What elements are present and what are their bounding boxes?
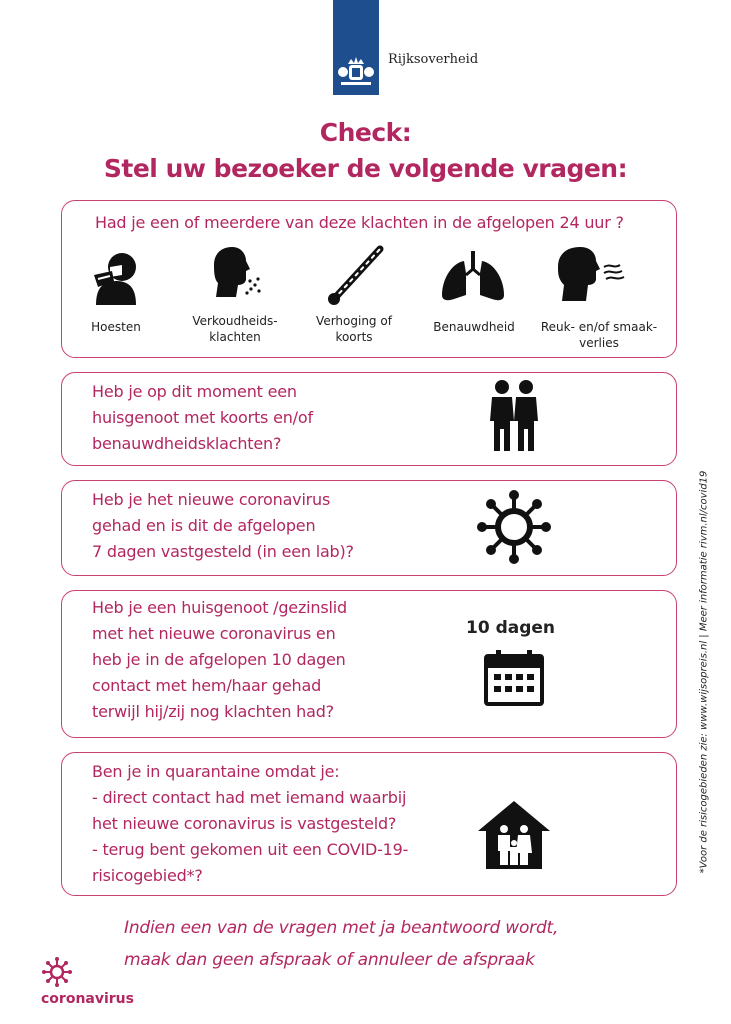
question-line: risicogebied*? [92, 866, 203, 885]
coronavirus-label: coronavirus [41, 991, 134, 1007]
question-line: gehad en is dit de afgelopen [92, 516, 316, 535]
days-label: 10 dagen [466, 618, 556, 638]
symptom-label-line: Hoesten [91, 320, 141, 334]
side-note [686, 470, 722, 875]
coronavirus-logo-icon [42, 957, 72, 987]
question-line: Heb je op dit moment een [92, 382, 297, 401]
question-line: terwijl hij/zij nog klachten had? [92, 702, 334, 721]
symptom-label-line: Benauwdheid [433, 320, 515, 334]
page-subtitle: Stel uw bezoeker de volgende vragen: [103, 154, 628, 183]
calendar-icon [484, 650, 544, 706]
housemate-fever-card [61, 372, 677, 466]
question-line: het nieuwe coronavirus is vastgesteld? [92, 814, 397, 833]
question-line: benauwdheidsklachten? [92, 434, 282, 453]
symptom-label-smell [534, 319, 664, 351]
question-line: Heb je het nieuwe coronavirus [92, 490, 331, 509]
lungs-icon [440, 249, 506, 303]
smelling-head-icon [554, 245, 628, 303]
bottom-statement-line1: Indien een van de vragen met ja beantwoord wordt, [124, 918, 559, 938]
question-line: Heb je een huisgenoot /gezinslid [92, 598, 347, 617]
question-line: - direct contact had met iemand waarbij [92, 788, 407, 807]
question-line: 7 dagen vastgesteld (in een lab)? [92, 542, 354, 561]
housemate-question [92, 379, 313, 457]
royal-crest-icon [334, 52, 378, 92]
symptom-label-line: koorts [335, 330, 373, 344]
symptom-label-line: Reuk- en/of smaak- [540, 320, 658, 334]
coughing-person-icon [88, 245, 144, 305]
symptom-label-line: Verhoging of [316, 314, 392, 328]
bottom-statement-line2: maak dan geen afspraak of annuleer de afspraak [124, 950, 535, 970]
couple-icon [486, 379, 542, 453]
virus-icon [476, 489, 552, 565]
symptom-label-line: verlies [579, 336, 619, 350]
symptoms-card [61, 200, 677, 358]
symptoms-question: Had je een of meerdere van deze klachten in de afgelopen 24 uur ? [95, 213, 624, 232]
symptom-label-line: klachten [209, 330, 261, 344]
question-line: contact met hem/haar gehad [92, 676, 322, 695]
question-line: - terug bent gekomen uit een COVID-19- [92, 840, 409, 859]
symptom-label-breathing [418, 319, 530, 335]
corona-test-card [61, 480, 677, 576]
quarantine-card [61, 752, 677, 896]
corona-test-question [92, 487, 354, 565]
symptom-label-cold [180, 313, 290, 345]
sneezing-head-icon [208, 245, 264, 301]
household-contact-question [92, 595, 347, 725]
risk-areas-note: *Voor de risicogebieden zie: www.wijsopreis.nl | Meer informatie rivm.nl/covid19 [698, 470, 710, 874]
symptom-label-line: Verkoudheids- [192, 314, 278, 328]
question-line: heb je in de afgelopen 10 dagen [92, 650, 346, 669]
household-contact-card [61, 590, 677, 738]
symptom-label-cough [80, 319, 152, 335]
family-house-icon [476, 799, 552, 871]
brand-name: Rijksoverheid [388, 52, 479, 67]
thermometer-icon [324, 243, 388, 307]
page-title: Check: [319, 118, 412, 147]
question-line: met het nieuwe coronavirus en [92, 624, 336, 643]
symptom-label-fever [302, 313, 406, 345]
quarantine-question [92, 759, 408, 889]
question-line: huisgenoot met koorts en/of [92, 408, 313, 427]
question-line: Ben je in quarantaine omdat je: [92, 762, 340, 781]
